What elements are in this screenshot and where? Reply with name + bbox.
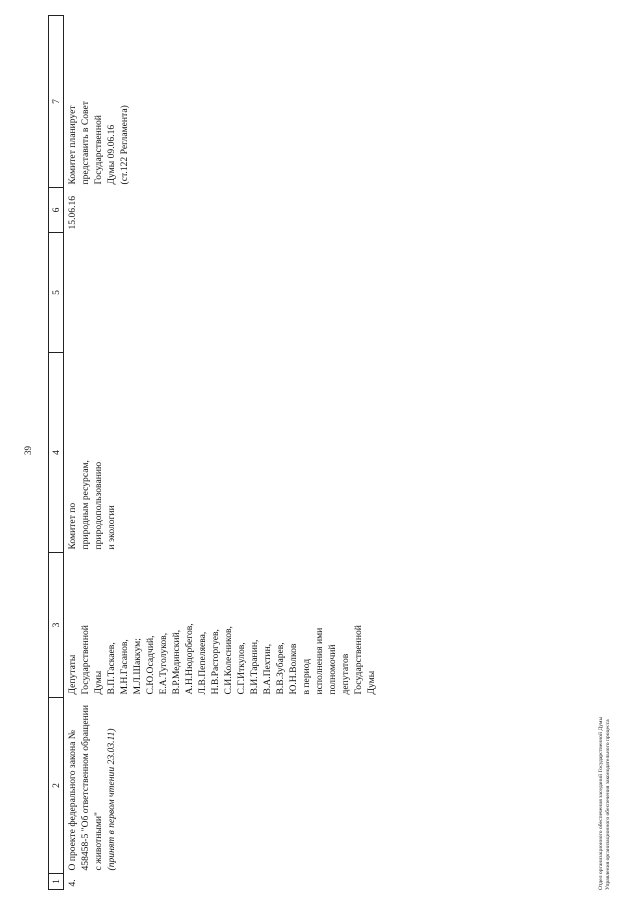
table-row xyxy=(64,16,379,890)
author-line: Ю.Н.Волков xyxy=(288,643,299,695)
page-number: 39 xyxy=(23,446,33,455)
column-header: 7 xyxy=(49,16,64,188)
author-line: Е.А.Туголуков, xyxy=(158,632,169,695)
remark-line: Комитет планирует xyxy=(67,105,78,185)
column-header: 1 xyxy=(49,874,64,890)
remark-line: представить в Совет xyxy=(80,101,91,185)
author-line: в период xyxy=(301,658,312,695)
author-line: Н.В.Расторгуев, xyxy=(210,629,221,695)
committee-line: природопользованию xyxy=(93,461,104,550)
author-line: С.Ю.Осадчий, xyxy=(145,635,156,695)
author-line: А.Н.Нюдорбегов, xyxy=(184,623,195,695)
author-line: Государственной xyxy=(80,625,91,695)
committee-cell xyxy=(64,353,379,553)
law-reading-note: (принят в первом чтении 23.03.11) xyxy=(106,728,117,871)
column-header: 4 xyxy=(49,353,64,553)
author-line: Депутаты xyxy=(67,654,78,695)
author-line: полномочий xyxy=(327,644,338,695)
author-line: депутатов xyxy=(340,653,351,695)
footer-line: Управления организационного обеспечения законодательного процесса xyxy=(605,719,611,890)
header-row xyxy=(49,16,64,890)
author-line: В.И.Таранин, xyxy=(249,639,260,695)
author-line: В.А.Пехтин, xyxy=(262,643,273,695)
author-line: В.Р.Мединский, xyxy=(171,629,182,695)
column-header: 3 xyxy=(49,553,64,698)
row-number: 4. xyxy=(67,879,78,887)
author-line: Думы xyxy=(93,670,104,695)
authors-cell xyxy=(64,553,379,698)
date-value: 15.06.16 xyxy=(67,195,78,230)
law-title: О проекте федерального закона № 458458-5 "Об ответственном обращении с животными" xyxy=(67,704,104,871)
footer-line: Отдел организационного обеспечения заседаний Государственной Думы xyxy=(598,716,604,890)
law-cell xyxy=(64,698,379,874)
row-number-cell xyxy=(64,874,379,890)
date-cell xyxy=(64,188,379,233)
document-footer xyxy=(598,717,612,890)
remark-line: Государственной xyxy=(93,115,104,185)
column-header: 6 xyxy=(49,188,64,233)
remark-line: Думы 09.06.16 xyxy=(106,124,117,185)
author-line: В.В.Зубарев, xyxy=(275,642,286,695)
column-header: 2 xyxy=(49,698,64,874)
author-line: С.И.Колесников, xyxy=(223,626,234,695)
author-line: М.Л.Шаккум; xyxy=(132,638,143,695)
author-line: исполнения ими xyxy=(314,627,325,695)
rotated-page xyxy=(20,10,625,890)
author-line: Думы xyxy=(366,670,377,695)
empty-cell xyxy=(64,233,379,353)
legislation-table xyxy=(48,15,378,890)
remark-cell xyxy=(64,16,379,188)
author-line: Л.В.Пепеляева, xyxy=(197,631,208,695)
committee-line: природным ресурсам, xyxy=(80,460,91,550)
committee-line: Комитет по xyxy=(67,502,78,550)
author-line: С.Г.Иткулов, xyxy=(236,642,247,695)
author-line: М.Н.Гасанов, xyxy=(119,639,130,695)
column-header: 5 xyxy=(49,233,64,353)
remark-line: (ст.122 Регламента) xyxy=(119,105,130,185)
author-line: Государственной xyxy=(353,625,364,695)
committee-line: и экологии xyxy=(106,505,117,550)
author-line: В.П.Таскаев, xyxy=(106,642,117,695)
